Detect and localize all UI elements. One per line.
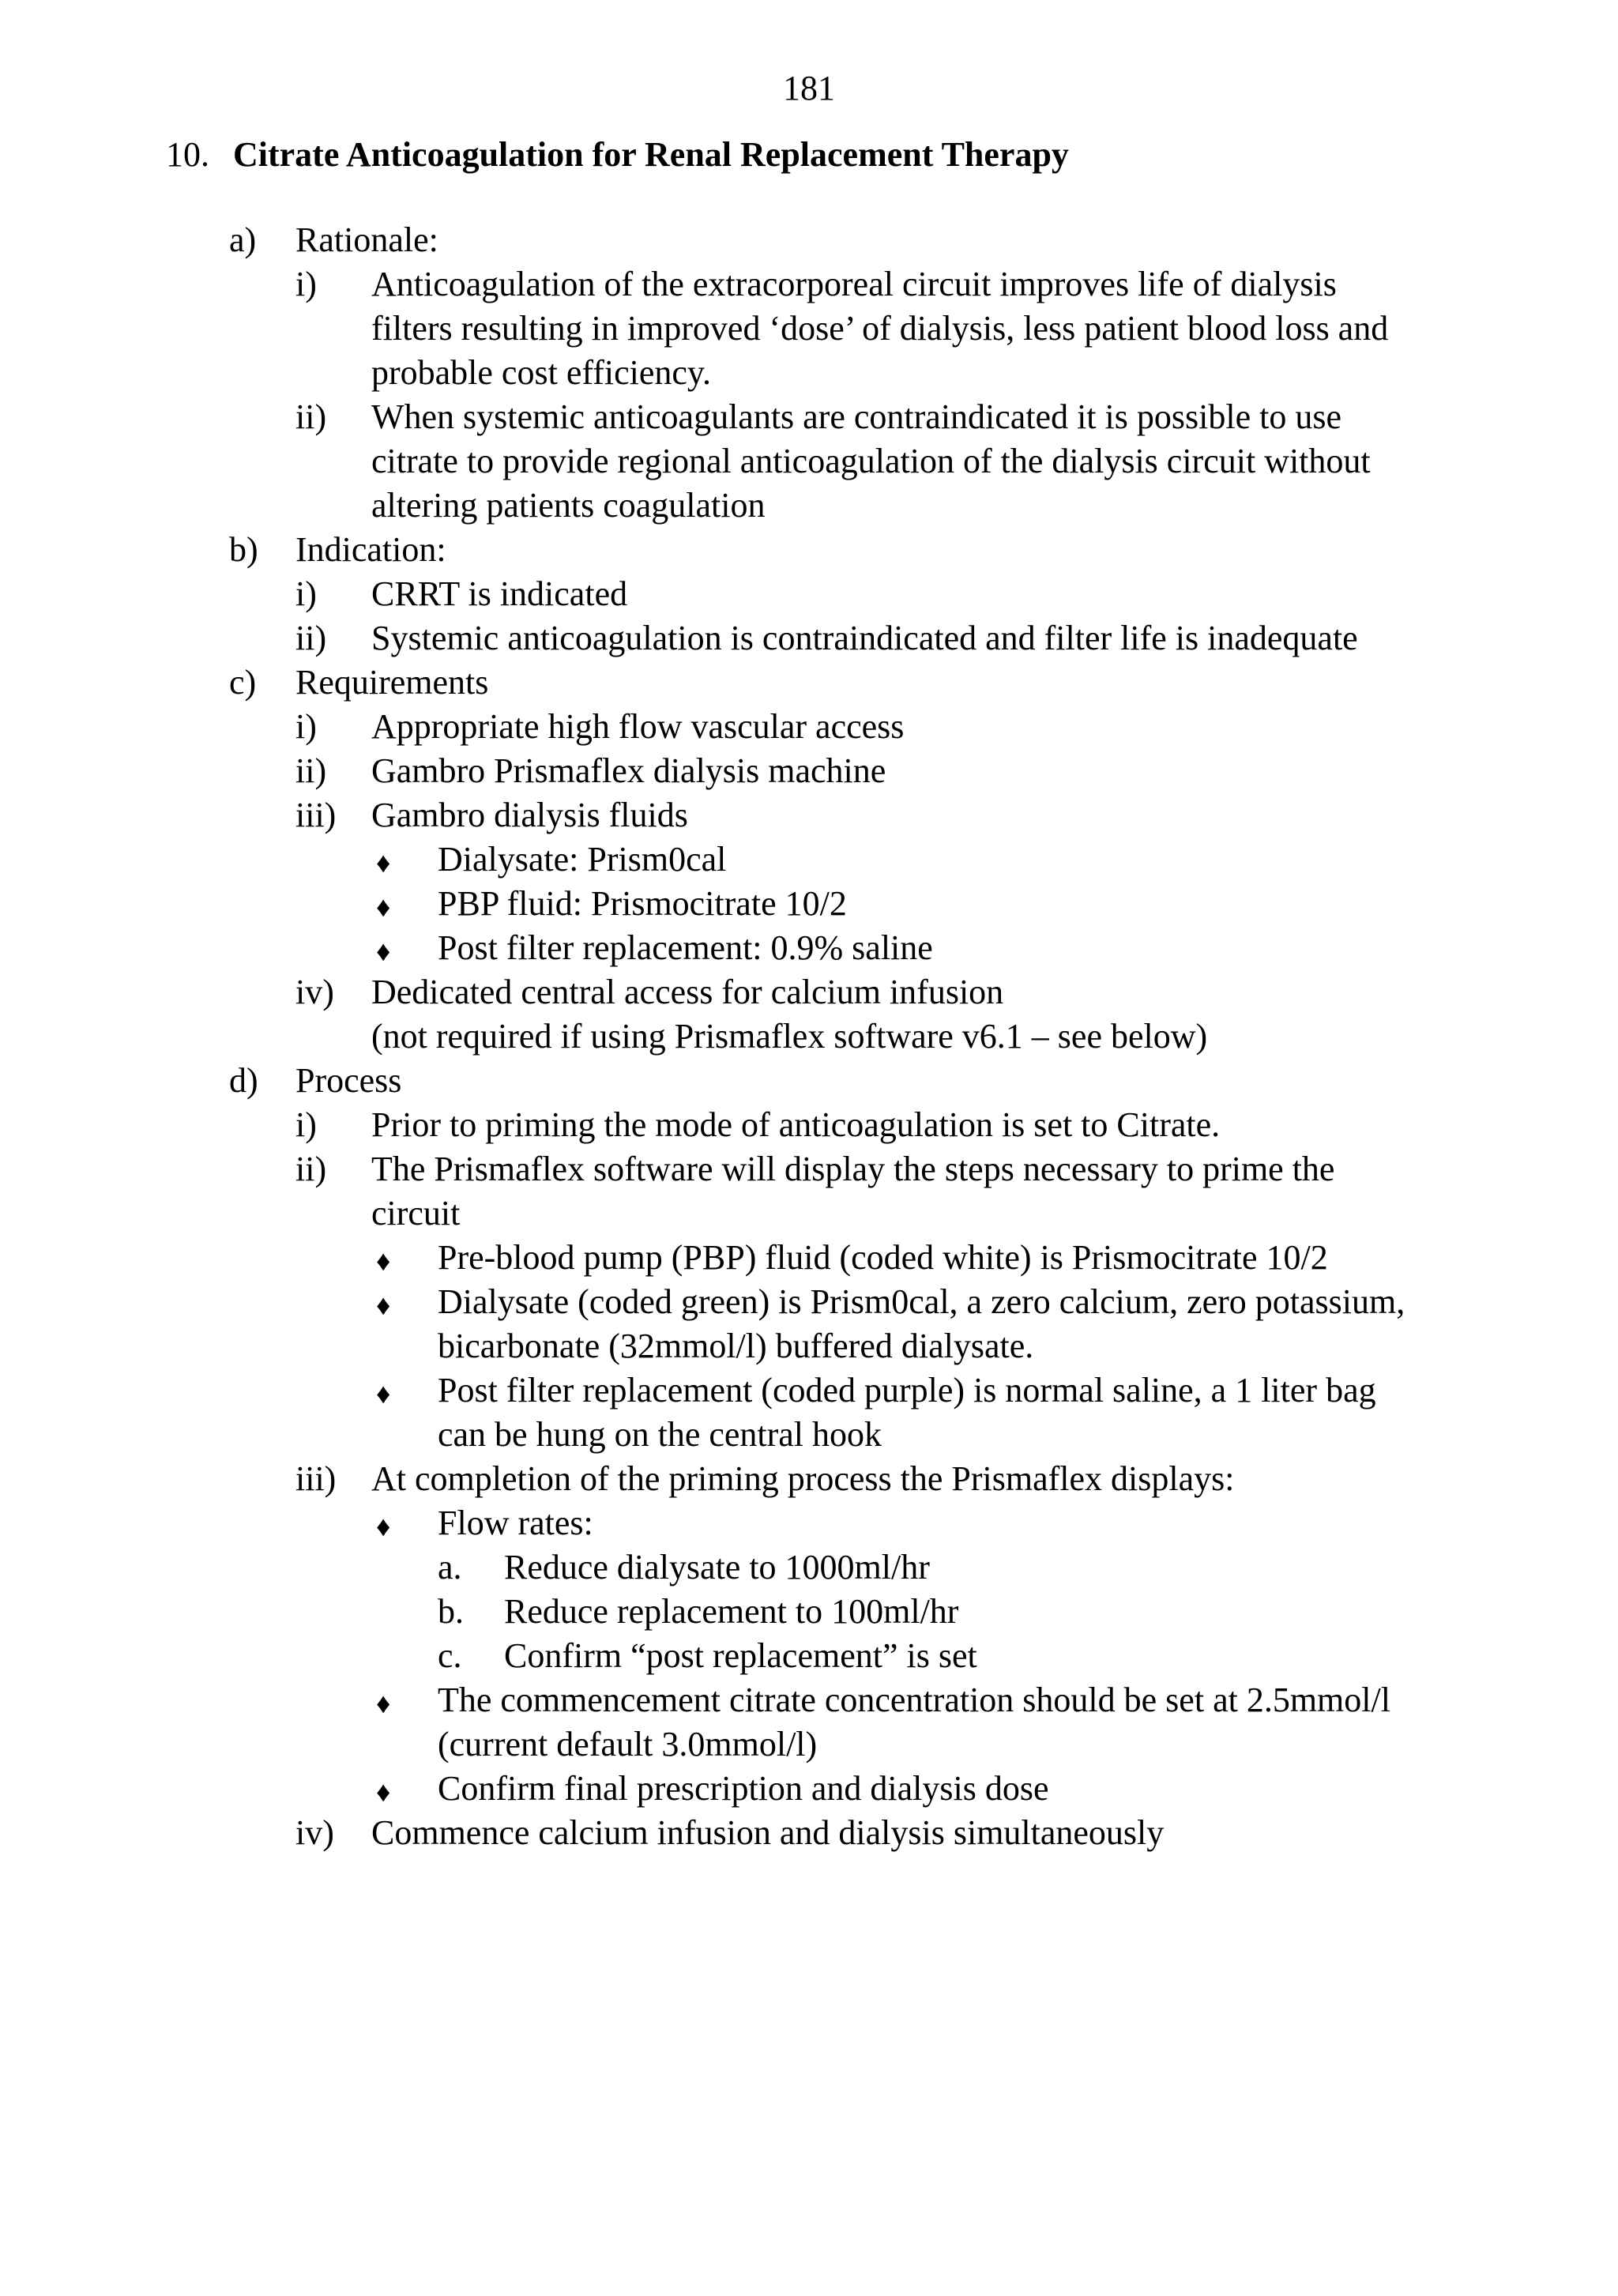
outline-item [0, 837, 1618, 882]
item-label: ii) [295, 397, 327, 436]
outline-item [0, 1059, 1618, 1103]
item-label: i) [295, 574, 317, 613]
item-label: i) [295, 1105, 317, 1144]
outline-item [0, 1014, 1618, 1059]
outline-item [0, 439, 1618, 484]
outline-item [0, 970, 1618, 1014]
section-title: Citrate Anticoagulation for Renal Replacement Therapy [233, 135, 1069, 174]
item-label: iii) [295, 1459, 337, 1498]
item-text: Pre-blood pump (PBP) fluid (coded white) is Prismocitrate 10/2 [438, 1238, 1328, 1277]
outline-list [0, 218, 1618, 1855]
outline-item [0, 749, 1618, 793]
item-text: filters resulting in improved ‘dose’ of dialysis, less patient blood loss and [371, 309, 1389, 348]
outline-item [0, 1236, 1618, 1280]
item-label: b) [229, 530, 258, 569]
page-number: 181 [783, 69, 835, 107]
item-text: Post filter replacement: 0.9% saline [438, 928, 933, 967]
outline-item [0, 1590, 1618, 1634]
item-text: Confirm “post replacement” is set [504, 1636, 977, 1675]
outline-item [0, 1457, 1618, 1501]
item-text: Dialysate (coded green) is Prism0cal, a zero calcium, zero potassium, [438, 1282, 1405, 1321]
item-text: can be hung on the central hook [438, 1415, 882, 1454]
item-label: c) [229, 663, 257, 702]
item-label: c. [438, 1636, 462, 1675]
item-label: ii) [295, 619, 327, 657]
section-heading [166, 133, 1069, 177]
item-label: ii) [295, 751, 327, 790]
outline-item [0, 1678, 1618, 1722]
item-text: Post filter replacement (coded purple) is normal saline, a 1 liter bag [438, 1371, 1376, 1410]
item-text: (current default 3.0mmol/l) [438, 1725, 818, 1763]
item-text: altering patients coagulation [371, 486, 766, 525]
outline-item [0, 1191, 1618, 1236]
item-text: Confirm final prescription and dialysis dose [438, 1769, 1049, 1808]
item-text: Systemic anticoagulation is contraindicated and filter life is inadequate [371, 619, 1358, 657]
item-label: i) [295, 707, 317, 746]
item-text: Flow rates: [438, 1504, 593, 1542]
item-label: i) [295, 265, 317, 303]
diamond-bullet-icon: ♦ [376, 891, 391, 923]
item-text: Gambro dialysis fluids [371, 796, 688, 834]
item-text: bicarbonate (32mmol/l) buffered dialysate. [438, 1327, 1034, 1365]
outline-item [0, 882, 1618, 926]
item-text: (not required if using Prismaflex software v6.1 – see below) [371, 1017, 1208, 1056]
outline-item [0, 793, 1618, 837]
item-label: a) [229, 220, 257, 259]
outline-item [0, 926, 1618, 970]
item-text: Reduce dialysate to 1000ml/hr [504, 1548, 930, 1586]
item-text: PBP fluid: Prismocitrate 10/2 [438, 884, 847, 923]
outline-item [0, 262, 1618, 307]
item-text: Process [295, 1061, 402, 1100]
outline-item [0, 1722, 1618, 1767]
item-text: The commencement citrate concentration should be set at 2.5mmol/l [438, 1681, 1390, 1719]
item-text: Dedicated central access for calcium infusion [371, 973, 1004, 1011]
outline-item [0, 1147, 1618, 1191]
outline-item [0, 395, 1618, 439]
outline-item [0, 705, 1618, 749]
outline-item [0, 616, 1618, 661]
item-label: ii) [295, 1150, 327, 1188]
outline-item [0, 528, 1618, 572]
item-text: At completion of the priming process the Prismaflex displays: [371, 1459, 1235, 1498]
outline-item [0, 1501, 1618, 1545]
outline-item [0, 572, 1618, 616]
outline-item [0, 1368, 1618, 1413]
outline-item [0, 1767, 1618, 1811]
item-text: Prior to priming the mode of anticoagulation is set to Citrate. [371, 1105, 1221, 1144]
item-text: probable cost efficiency. [371, 353, 712, 392]
diamond-bullet-icon: ♦ [376, 847, 391, 879]
item-label: iv) [295, 1813, 334, 1852]
diamond-bullet-icon: ♦ [376, 1776, 391, 1808]
item-label: iii) [295, 796, 337, 834]
diamond-bullet-icon: ♦ [376, 1378, 391, 1410]
outline-item [0, 484, 1618, 528]
item-text: Rationale: [295, 220, 438, 259]
outline-item [0, 1103, 1618, 1147]
item-text: citrate to provide regional anticoagulation of the dialysis circuit without [371, 442, 1371, 480]
outline-item [0, 1413, 1618, 1457]
item-text: Anticoagulation of the extracorporeal circuit improves life of dialysis [371, 265, 1337, 303]
item-text: Dialysate: Prism0cal [438, 840, 727, 879]
item-text: Appropriate high flow vascular access [371, 707, 905, 746]
section-number: 10. [166, 135, 209, 174]
outline-item [0, 1545, 1618, 1590]
item-label: d) [229, 1061, 258, 1100]
item-label: a. [438, 1548, 462, 1586]
item-text: circuit [371, 1194, 461, 1233]
diamond-bullet-icon: ♦ [376, 1245, 391, 1277]
item-text: When systemic anticoagulants are contraindicated it is possible to use [371, 397, 1341, 436]
diamond-bullet-icon: ♦ [376, 1688, 391, 1719]
outline-item [0, 661, 1618, 705]
outline-item [0, 307, 1618, 351]
item-text: Requirements [295, 663, 489, 702]
outline-item [0, 1280, 1618, 1324]
item-text: The Prismaflex software will display the steps necessary to prime the [371, 1150, 1335, 1188]
outline-item [0, 1811, 1618, 1855]
item-text: CRRT is indicated [371, 574, 628, 613]
diamond-bullet-icon: ♦ [376, 1289, 391, 1321]
item-text: Indication: [295, 530, 446, 569]
item-text: Reduce replacement to 100ml/hr [504, 1592, 959, 1631]
outline-item [0, 218, 1618, 262]
outline-item [0, 1634, 1618, 1678]
item-label: b. [438, 1592, 464, 1631]
item-text: Commence calcium infusion and dialysis simultaneously [371, 1813, 1165, 1852]
item-label: iv) [295, 973, 334, 1011]
diamond-bullet-icon: ♦ [376, 1511, 391, 1542]
item-text: Gambro Prismaflex dialysis machine [371, 751, 886, 790]
outline-item [0, 351, 1618, 395]
outline-item [0, 1324, 1618, 1368]
diamond-bullet-icon: ♦ [376, 935, 391, 967]
